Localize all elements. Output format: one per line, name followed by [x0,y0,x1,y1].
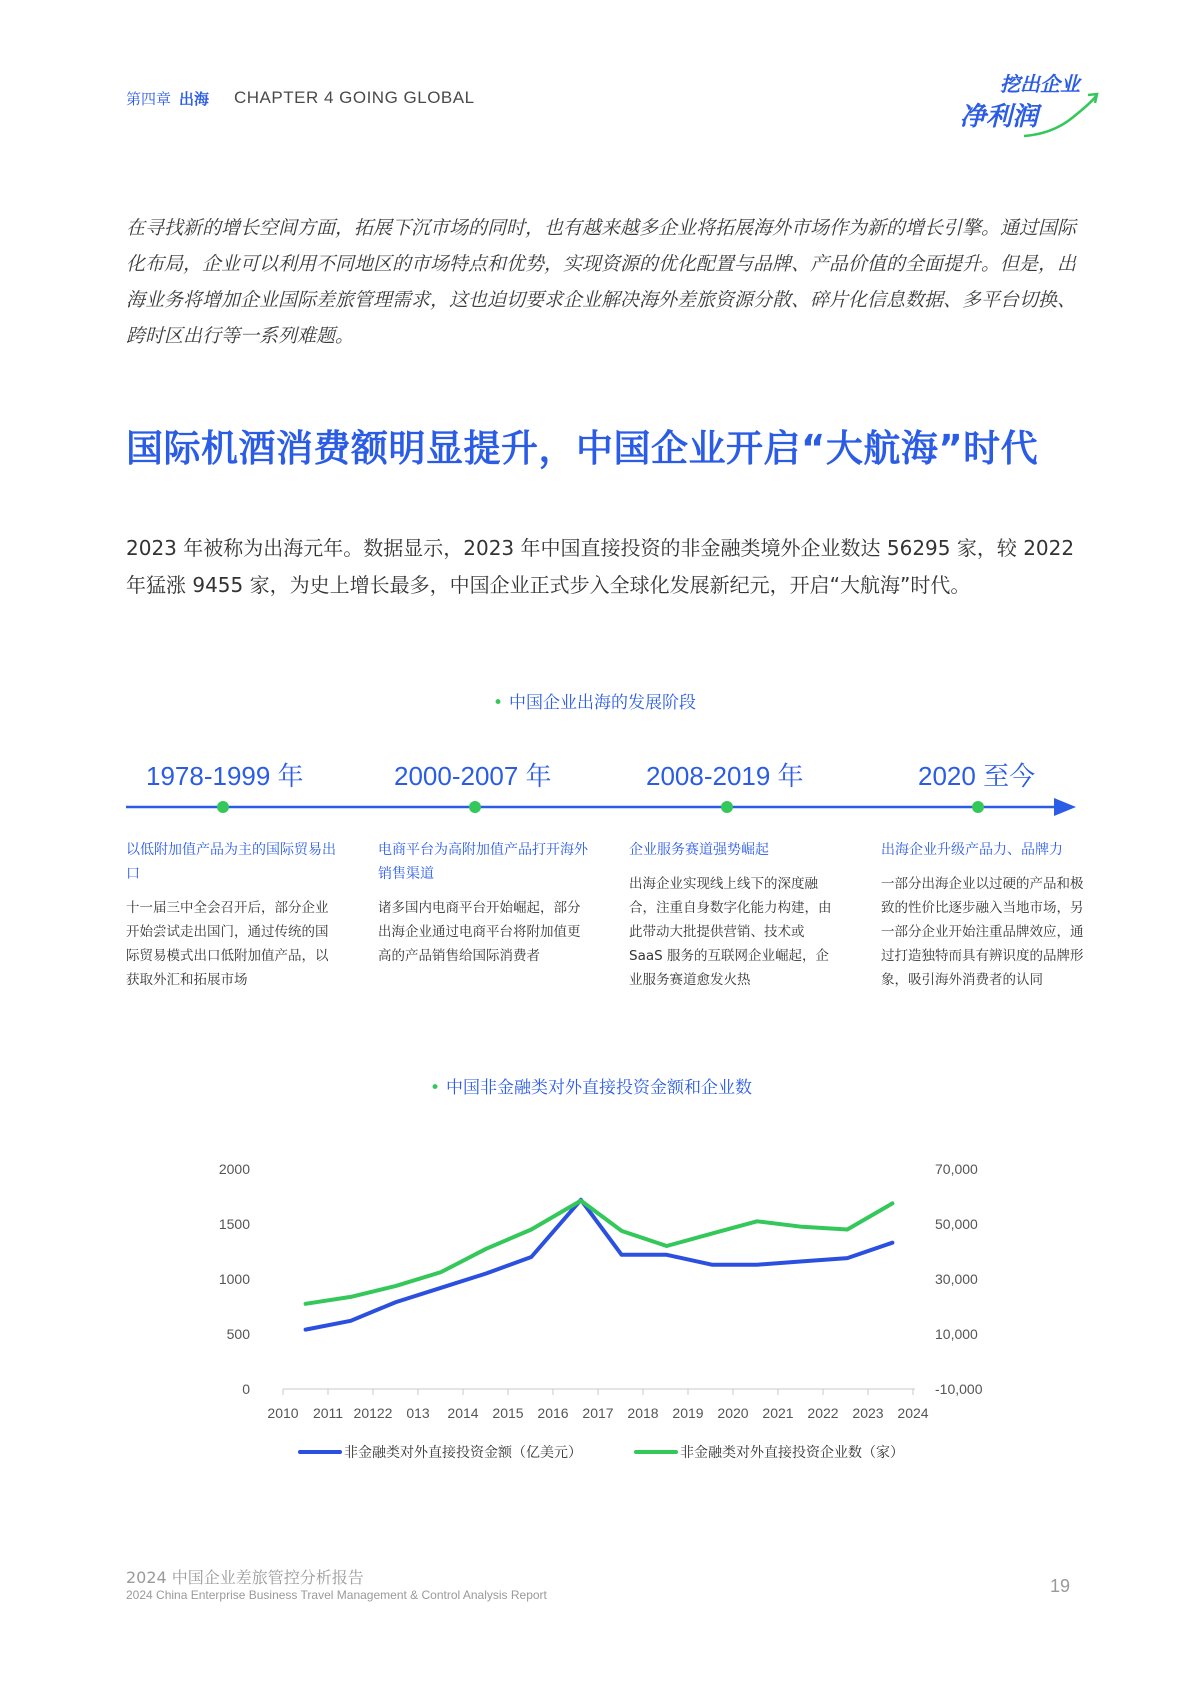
y-left-tick-label: 1000 [218,1271,250,1287]
chapter-topic: 出海 [179,91,210,108]
stage-body: 十一届三中全会召开后，部分企业开始尝试走出国门，通过传统的国际贸易模式出口低附加值产品，以获取外汇和拓展市场 [126,900,329,988]
footer-report-title-en: 2024 China Enterprise Business Travel Management & Control Analysis Report [126,1588,547,1602]
stage-heading: 企业服务赛道强势崛起 [629,842,769,858]
x-tick-label: 2017 [582,1405,614,1421]
y-right-tick-label: 10,000 [935,1326,978,1342]
x-tick-label: 2020 [717,1405,749,1421]
y-left-tick-label: 2000 [218,1161,250,1177]
x-tick-label: 20122 [353,1405,393,1421]
x-tick-label: 2023 [852,1405,884,1421]
stage-heading: 出海企业升级产品力、品牌力 [881,842,1063,858]
stage-period: 2000-2007 年 [394,761,552,791]
chart-title-text: 中国非金融类对外直接投资金额和企业数 [446,1078,753,1098]
stage-body: 出海企业实现线上线下的深度融合，注重自身数字化能力构建，由此带动大批提供营销、技术或 SaaS 服务的互联网企业崛起，企业服务赛道愈发火热 [629,876,832,988]
chapter-english-title: CHAPTER 4 GOING GLOBAL [234,88,475,107]
y-left-tick-label: 0 [242,1381,250,1397]
y-right-tick-label: -10,000 [935,1381,983,1397]
stage-period: 1978-1999 年 [146,761,304,791]
logo-line-2: 净利润 [960,102,1039,132]
logo-line-1: 挖出企业 [1000,72,1080,96]
x-tick-label: 2015 [492,1405,524,1421]
enterprise-count-line [306,1201,893,1304]
y-right-tick-label: 50,000 [935,1216,978,1232]
stage-period: 2020 至今 [918,761,1036,791]
x-tick-label: 2016 [537,1405,569,1421]
x-tick-label: 2022 [807,1405,839,1421]
timeline-title-text: 中国企业出海的发展阶段 [509,693,697,713]
stage-body: 一部分出海企业以过硬的产品和极致的性价比逐步融入当地市场，另一部分企业开始注重品牌效应，通过打造独特而具有辨识度的品牌形象，吸引海外消费者的认同 [881,876,1084,988]
y-left-tick-label: 500 [226,1326,250,1342]
x-tick-label: 2018 [627,1405,659,1421]
y-left-tick-label: 1500 [218,1216,250,1232]
y-right-tick-label: 70,000 [935,1161,978,1177]
intro-paragraph: 在寻找新的增长空间方面，拓展下沉市场的同时，也有越来越多企业将拓展海外市场作为新的增长引擎。通过国际化布局，企业可以利用不同地区的市场特点和优势，实现资源的优化配置与品牌、产品价值的全面提升。但是，出海业务将增加企业国际差旅管理需求，这也迫切要求企业解决海外差旅资源分散、碎片化信息数据、多平台切换、跨时区出行等一系列难题。 [126,217,1077,347]
x-tick-label: 2024 [897,1405,929,1421]
footer-report-title: 2024 中国企业差旅管控分析报告 [126,1568,364,1587]
x-tick-label: 2011 [312,1405,344,1421]
x-tick-label: 2014 [447,1405,479,1421]
x-tick-label: 013 [406,1405,430,1421]
bullet-dot-icon: • [493,693,504,713]
section-headline: 国际机酒消费额明显提升，中国企业开启“大航海”时代 [126,427,1039,470]
stage-heading: 以低附加值产品为主的国际贸易出口 [126,842,336,882]
page-number: 19 [1050,1576,1071,1596]
chapter-number: 第四章 [126,91,172,108]
x-tick-label: 2010 [267,1405,299,1421]
x-tick-label: 2019 [672,1405,704,1421]
y-right-tick-label: 30,000 [935,1271,978,1287]
legend-label: 非金融类对外直接投资金额（亿美元） [344,1444,582,1460]
body-paragraph: 2023 年被称为出海元年。数据显示，2023 年中国直接投资的非金融类境外企业数达 56295 家，较 2022 年猛涨 9455 家，为史上增长最多，中国企业正式步入全球化发展新纪元，开启“大航海”时代。 [126,536,1075,597]
investment-amount-line [306,1200,893,1330]
stage-period: 2008-2019 年 [646,761,804,791]
legend-label: 非金融类对外直接投资企业数（家） [680,1444,904,1460]
x-tick-label: 2021 [762,1405,794,1421]
stage-body: 诸多国内电商平台开始崛起，部分出海企业通过电商平台将附加值更高的产品销售给国际消费者 [378,900,581,964]
stage-heading: 电商平台为高附加值产品打开海外销售渠道 [378,842,588,882]
bullet-dot-icon: • [430,1078,441,1098]
